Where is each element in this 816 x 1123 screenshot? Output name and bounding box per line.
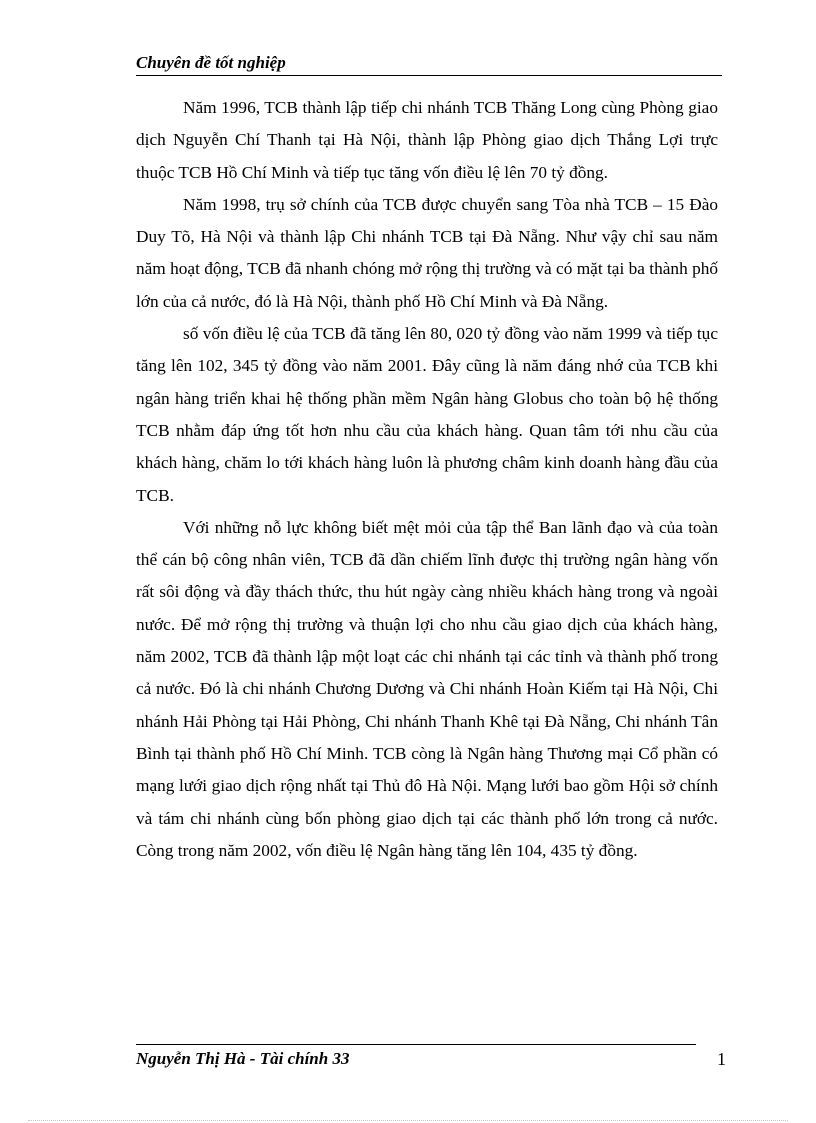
header-title: Chuyên đề tốt nghiệp <box>136 53 286 72</box>
paragraph-1: Năm 1996, TCB thành lập tiếp chi nhánh TCB Thăng Long cùng Phòng giao dịch Nguyễn Chí Thanh tại Hà Nội, thành lập Phòng giao dịch Thắng Lợi trực thuộc TCB Hồ Chí Minh và tiếp tục tăng vốn điều lệ lên 70 tỷ đồng. <box>136 98 718 182</box>
body-text <box>136 92 718 867</box>
footer-divider <box>136 1044 696 1045</box>
page-bottom-dotted-line <box>28 1120 788 1121</box>
paragraph-2: Năm 1998, trụ sở chính của TCB được chuyển sang Tòa nhà TCB – 15 Đào Duy Tõ, Hà Nội và thành lập Chi nhánh TCB tại Đà Nẵng. Như vậy chỉ sau năm năm hoạt động, TCB đã nhanh chóng mở rộng thị trường và có mặt tại ba thành phố lớn của cả nước, đó là Hà Nội, thành phố Hồ Chí Minh và Đà Nẵng. <box>136 194 718 311</box>
page-number: 1 <box>717 1049 726 1069</box>
page-header <box>136 53 722 76</box>
footer-author: Nguyễn Thị Hà - Tài chính 33 <box>136 1049 350 1068</box>
paragraph-3: số vốn điều lệ của TCB đã tăng lên 80, 020 tỷ đồng vào năm 1999 và tiếp tục tăng lên 102, 345 tỷ đồng vào năm 2001. Đây cũng là năm đáng nhớ của TCB khi ngân hàng triển khai hệ thống phần mềm Ngân hàng Globus cho toàn bộ hệ thống TCB nhằm đáp ứng tốt hơn nhu cầu của khách hàng. Quan tâm tới nhu cầu của khách hàng, chăm lo tới khách hàng luôn là phương châm kinh doanh hàng đầu của TCB. <box>136 324 718 505</box>
page-footer <box>136 1049 726 1073</box>
paragraph-4: Với những nỗ lực không biết mệt mỏi của tập thể Ban lãnh đạo và của toàn thể cán bộ công nhân viên, TCB đã dần chiếm lĩnh được thị trường ngân hàng vốn rất sôi động và đầy thách thức, thu hút ngày càng nhiều khách hàng trong và ngoài nước. Để mở rộng thị trường và thuận lợi cho nhu cầu giao dịch của khách hàng, năm 2002, TCB đã thành lập một loạt các chi nhánh tại các tỉnh và thành phố trong cả nước. Đó là chi nhánh Chương Dương và Chi nhánh Hoàn Kiếm tại Hà Nội, Chi nhánh Hải Phòng tại Hải Phòng, Chi nhánh Thanh Khê tại Đà Nẵng, Chi nhánh Tân Bình tại thành phố Hồ Chí Minh. TCB còng là Ngân hàng Thương mại Cổ phần có mạng lưới giao dịch rộng nhất tại Thủ đô Hà Nội. Mạng lưới bao gồm Hội sở chính và tám chi nhánh cùng bốn phòng giao dịch tại các thành phố lớn trong cả nước. Còng trong năm 2002, vốn điều lệ Ngân hàng tăng lên 104, 435 tỷ đồng. <box>136 517 718 860</box>
